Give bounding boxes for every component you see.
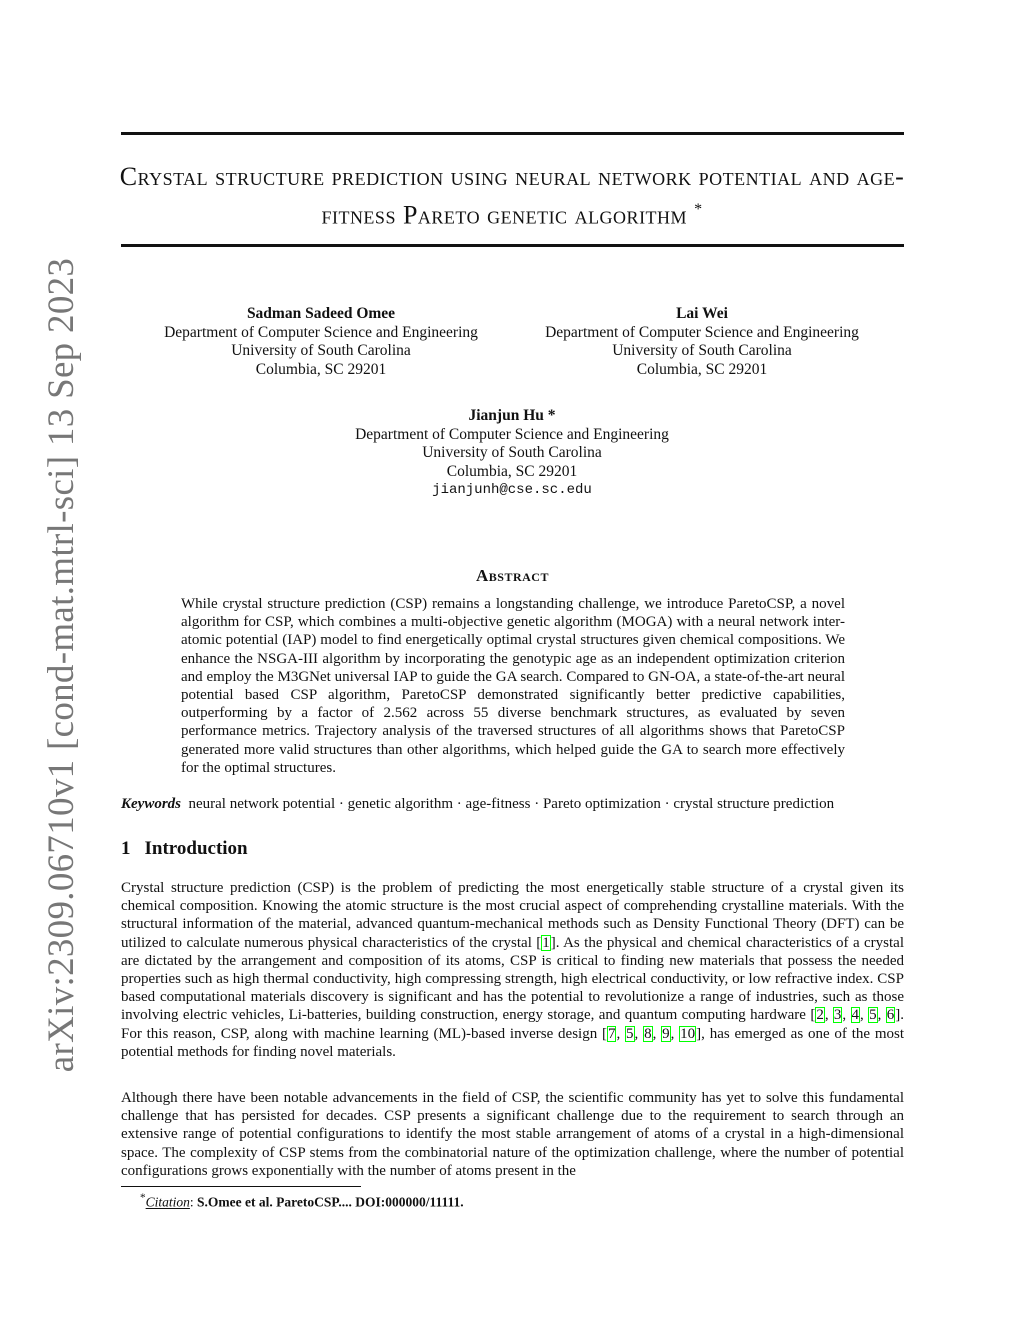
title-footnote-mark: *	[694, 201, 703, 218]
intro-paragraph-1: Crystal structure prediction (CSP) is the problem of predicting the most energetically stable structure of a crystal given its chemical composition. Knowing the atomic structure is the most crucial aspect of comprehending crystalline materials. With the structural information of the material, advanced quantum-mechanical methods such as Density Functional Theory (DFT) can be utilized to calculate numerous physical characteristics of the crystal [1]. As the physical and chemical characteristics of a crystal are dictated by the arrangement and composition of its atoms, CSP is critical to finding new materials that possess the needed properties such as high thermal conductivity, high compressing strength, high electrical conductivity, or low refractive index. CSP based computational materials discovery is significant and has the potential to revolutionize a range of industries, such as those involving electric vehicles, Li-batteries, building construction, energy storage, and quantum computing hardware [2, 3, 4, 5, 6]. For this reason, CSP, along with machine learning (ML)-based inverse design [7, 5, 8, 9, 10], has emerged as one of the most potential methods for finding novel materials.	[121, 880, 904, 1060]
citation-link[interactable]: 7	[607, 1025, 616, 1042]
intro-paragraph-2: Although there have been notable advancements in the field of CSP, the scientific community has yet to solve this fundamental challenge that has persisted for decades. CSP presents a significant challenge due to the requirement to search through an extensive range of potential configurations to identify the most stable arrangement of atoms of a crystal in a high-dimensional space. The complexity of CSP stems from the combinatorial nature of the optimization challenge, where the number of potential configurations grows exponentially with the number of atoms present in the	[121, 1090, 904, 1179]
section-title: Introduction	[144, 838, 248, 859]
paper-title: Crystal structure prediction using neural network potential and age-fitness Pareto genetic algorithm *	[119, 162, 905, 230]
citation-link[interactable]: 5	[869, 1007, 877, 1024]
author-dept: Department of Computer Science and Engineering	[545, 323, 859, 341]
citation-link[interactable]: 3	[833, 1007, 842, 1024]
keywords-text: neural network potential · genetic algorithm · age-fitness · Pareto optimization · crystal structure prediction	[188, 796, 835, 812]
footnote-citation-label: Citation	[145, 1194, 190, 1210]
citation-link[interactable]: 4	[851, 1007, 860, 1024]
keywords-label: Keywords	[121, 796, 181, 812]
citation-link[interactable]: 10	[680, 1025, 696, 1042]
author-block-3	[312, 407, 712, 500]
citation-link[interactable]: 2	[816, 1007, 824, 1024]
author-city: Columbia, SC 29201	[255, 360, 387, 378]
footnote-text: S.Omee et al. ParetoCSP.... DOI:000000/11111.	[197, 1194, 464, 1210]
title-bottom-rule	[121, 244, 904, 247]
keywords-line	[121, 795, 921, 813]
author-block-1	[140, 305, 502, 379]
author-univ: University of South Carolina	[612, 342, 792, 359]
citation-link[interactable]: 6	[886, 1007, 895, 1024]
section-number: 1	[121, 838, 131, 859]
footnote-rule	[121, 1186, 361, 1187]
title-top-rule	[121, 132, 904, 135]
section-heading	[121, 838, 248, 860]
author-city: Columbia, SC 29201	[446, 462, 578, 480]
author-city: Columbia, SC 29201	[636, 360, 768, 378]
footnote-mark: *	[140, 1192, 146, 1204]
author-name: Sadman Sadeed Omee	[246, 305, 396, 322]
author-name: Jianjun Hu *	[468, 407, 556, 424]
author-univ: University of South Carolina	[422, 444, 602, 461]
author-dept: Department of Computer Science and Engineering	[355, 425, 669, 443]
abstract-text: While crystal structure prediction (CSP) remains a longstanding challenge, we introduce ParetoCSP, a novel algorithm for CSP, which combines a multi-objective genetic algorithm (MOGA) with a neural network inter-atomic potential (IAP) model to find energetically optimal crystal structures given chemical compositions. We enhance the NSGA-III algorithm by incorporating the genotypic age as an independent optimization criterion and employ the M3GNet universal IAP to guide the GA search. Compared to GN-OA, a state-of-the-art neural potential based CSP algorithm, ParetoCSP demonstrated significantly better predictive capabilities, outperforming by a factor of 2.562 across 55 diverse benchmark structures, as evaluated by seven performance metrics. Trajectory analysis of the traversed structures of all algorithms shows that ParetoCSP generated more valid structures than other algorithms, which helped guide the GA to search more effectively for the optimal structures.	[181, 596, 845, 776]
author-dept: Department of Computer Science and Engineering	[164, 323, 478, 341]
author-email[interactable]: jianjunh@cse.sc.edu	[432, 482, 592, 498]
author-name: Lai Wei	[676, 305, 728, 322]
author-block-2	[521, 305, 883, 379]
citation-link[interactable]: 8	[644, 1025, 652, 1042]
footnote: *Citation: S.Omee et al. ParetoCSP.... DOI:000000/11111.	[140, 1192, 464, 1210]
citation-link[interactable]: 5	[626, 1025, 634, 1042]
citation-link[interactable]: 1	[542, 934, 550, 951]
abstract-heading: Abstract	[476, 566, 549, 585]
arxiv-stamp: arXiv:2309.06710v1 [cond-mat.mtrl-sci] 13 Sep 2023	[41, 257, 82, 1073]
citation-link[interactable]: 9	[662, 1025, 670, 1042]
author-univ: University of South Carolina	[231, 342, 411, 359]
